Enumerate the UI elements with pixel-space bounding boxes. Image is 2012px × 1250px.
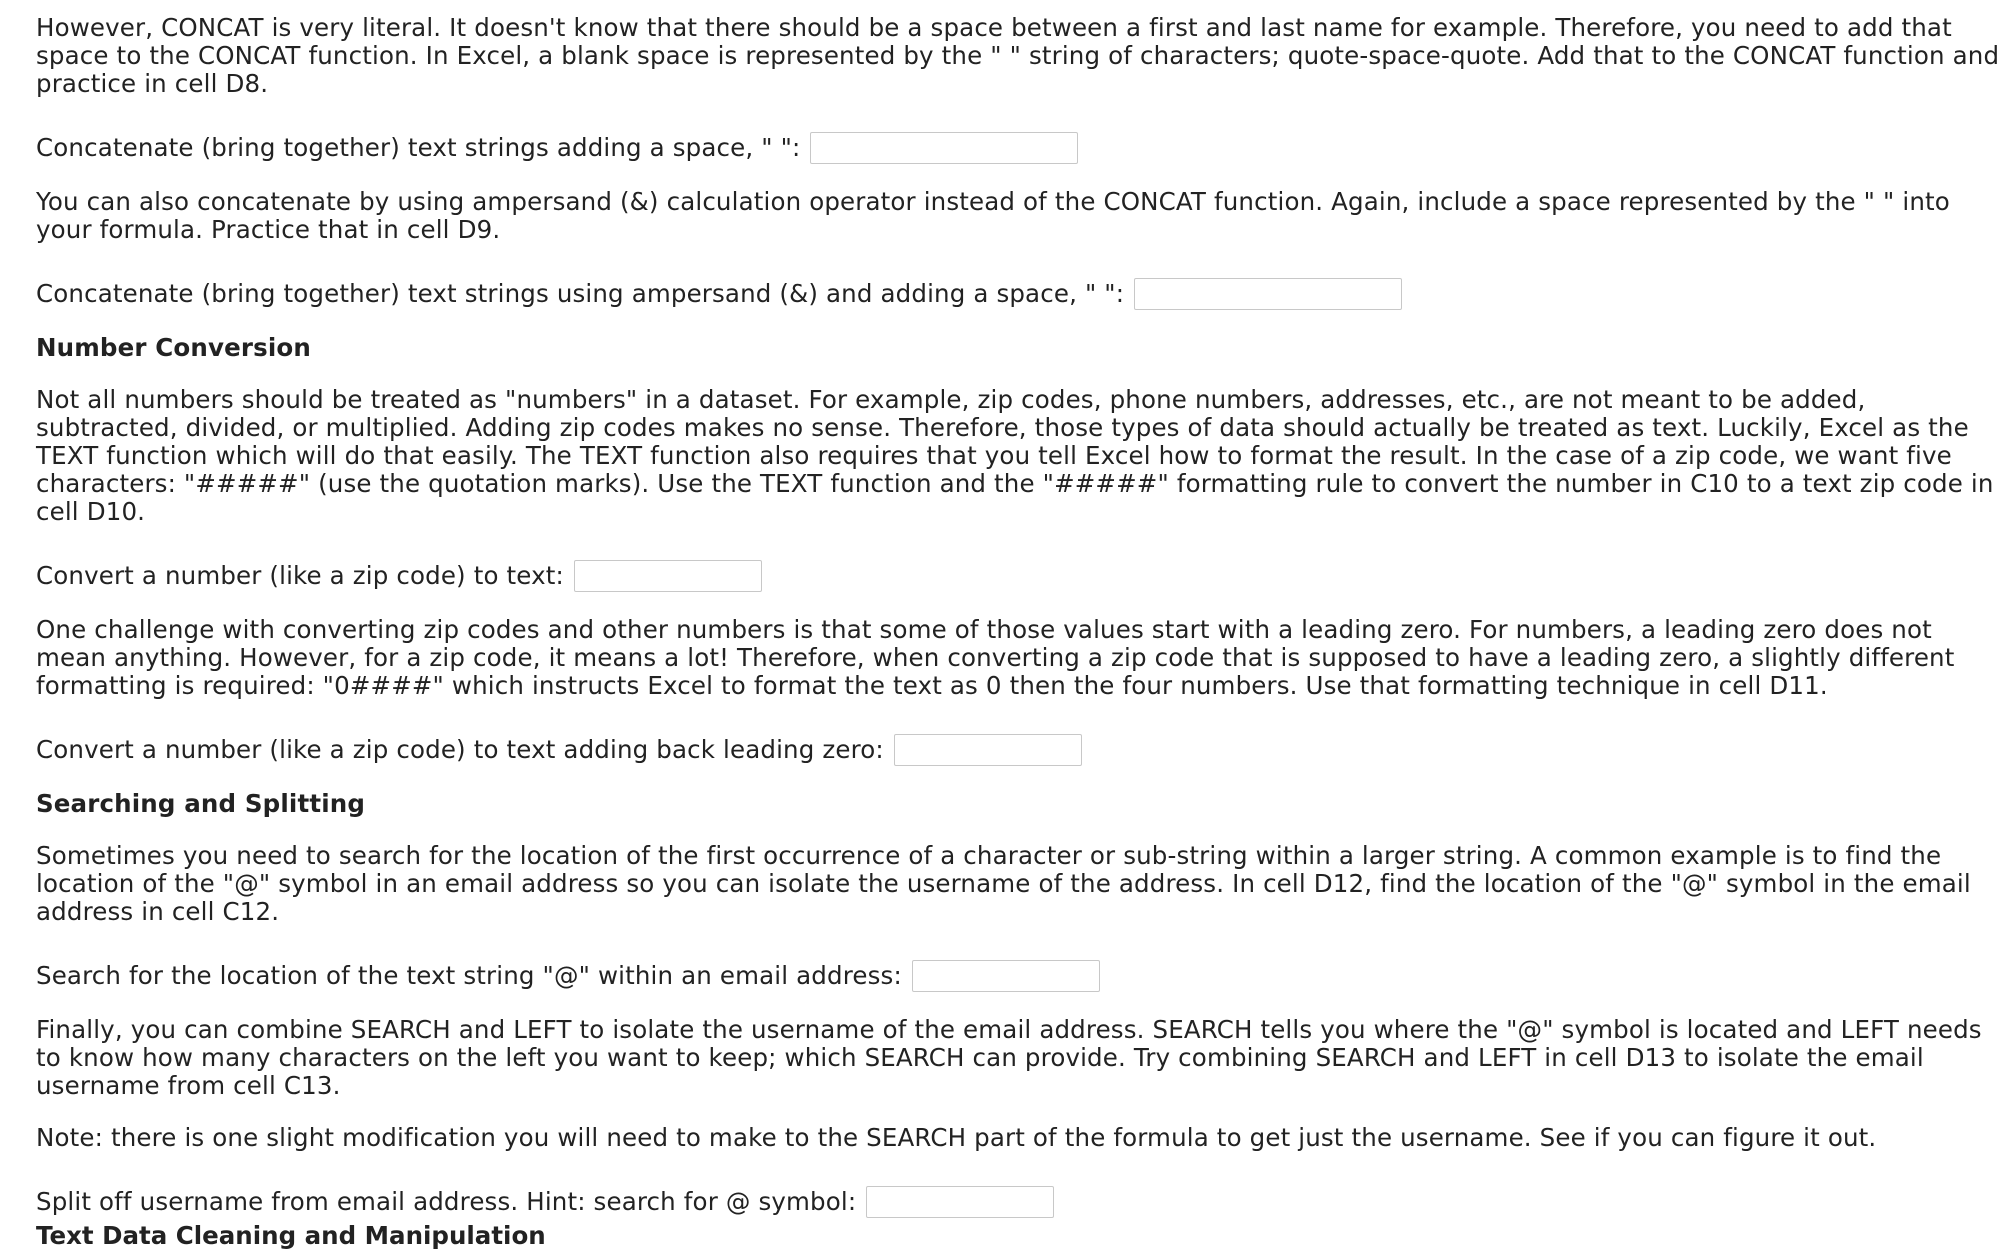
split-input[interactable] bbox=[866, 1186, 1054, 1218]
ampersand-label: Concatenate (bring together) text strings using ampersand (&) and adding a space, " ": bbox=[36, 279, 1125, 308]
leading-zero-row bbox=[36, 732, 2006, 768]
worksheet-content bbox=[36, 14, 2006, 1242]
convert-input[interactable] bbox=[574, 560, 762, 592]
ampersand-input[interactable] bbox=[1134, 278, 1402, 310]
convert-row bbox=[36, 558, 2006, 594]
split-row bbox=[36, 1184, 2006, 1220]
finally-paragraph: Finally, you can combine SEARCH and LEFT to isolate the username of the email address. SEARCH tells you where the "@" symbol is located and LEFT needs to know how many characters on the left you want to keep; which SEARCH can provide. Try combining SEARCH and LEFT in cell D13 to isolate the email username from cell C13. bbox=[36, 1015, 1982, 1100]
searching-heading: Searching and Splitting bbox=[36, 789, 366, 818]
search-row bbox=[36, 958, 2006, 994]
convert-label: Convert a number (like a zip code) to text: bbox=[36, 561, 564, 590]
concat-space-label: Concatenate (bring together) text strings adding a space, " ": bbox=[36, 133, 801, 162]
ampersand-row bbox=[36, 276, 2006, 312]
number-conversion-paragraph: Not all numbers should be treated as "numbers" in a dataset. For example, zip codes, phone numbers, addresses, etc., are not meant to be added, subtracted, divided, or multiplied. Adding zip codes makes no sense. Therefore, those types of data should actually be treated as text. Luckily, Excel as the TEXT function which will do that easily. The TEXT function also requires that you tell Excel how to format the result. In the case of a zip code, we want five characters: "#####" (use the quotation marks). Use the TEXT function and the "#####" formatting rule to convert the number in C10 to a text zip code in cell D10. bbox=[36, 385, 1994, 526]
note-paragraph: Note: there is one slight modification you will need to make to the SEARCH part of the formula to get just the username. See if you can figure it out. bbox=[36, 1123, 1877, 1152]
text-cleaning-heading: Text Data Cleaning and Manipulation bbox=[36, 1221, 546, 1250]
search-input[interactable] bbox=[912, 960, 1100, 992]
leading-zero-paragraph: One challenge with converting zip codes and other numbers is that some of those values start with a leading zero. For numbers, a leading zero does not mean anything. However, for a zip code, it means a lot! Therefore, when converting a zip code that is supposed to have a leading zero, a slightly different formatting is required: "0####" which instructs Excel to format the text as 0 then the four numbers. Use that formatting technique in cell D11. bbox=[36, 615, 1955, 700]
concat-space-input[interactable] bbox=[810, 132, 1078, 164]
searching-paragraph: Sometimes you need to search for the location of the first occurrence of a character or sub-string within a larger string. A common example is to find the location of the "@" symbol in an email address so you can isolate the username of the address. In cell D12, find the location of the "@" symbol in the email address in cell C12. bbox=[36, 841, 1971, 926]
concat-intro-paragraph: However, CONCAT is very literal. It doesn't know that there should be a space between a first and last name for example. Therefore, you need to add that space to the CONCAT function. In Excel, a blank space is represented by the " " string of characters; quote-space-quote. Add that to the CONCAT function and practice in cell D8. bbox=[36, 13, 2000, 98]
leading-zero-input[interactable] bbox=[894, 734, 1082, 766]
concat-space-row bbox=[36, 130, 2006, 166]
leading-zero-label: Convert a number (like a zip code) to text adding back leading zero: bbox=[36, 735, 884, 764]
ampersand-intro-paragraph: You can also concatenate by using ampersand (&) calculation operator instead of the CONCAT function. Again, include a space represented by the " " into your formula. Practice that in cell D9. bbox=[36, 187, 1950, 244]
split-label: Split off username from email address. Hint: search for @ symbol: bbox=[36, 1187, 857, 1216]
search-label: Search for the location of the text string "@" within an email address: bbox=[36, 961, 902, 990]
number-conversion-heading: Number Conversion bbox=[36, 333, 311, 362]
